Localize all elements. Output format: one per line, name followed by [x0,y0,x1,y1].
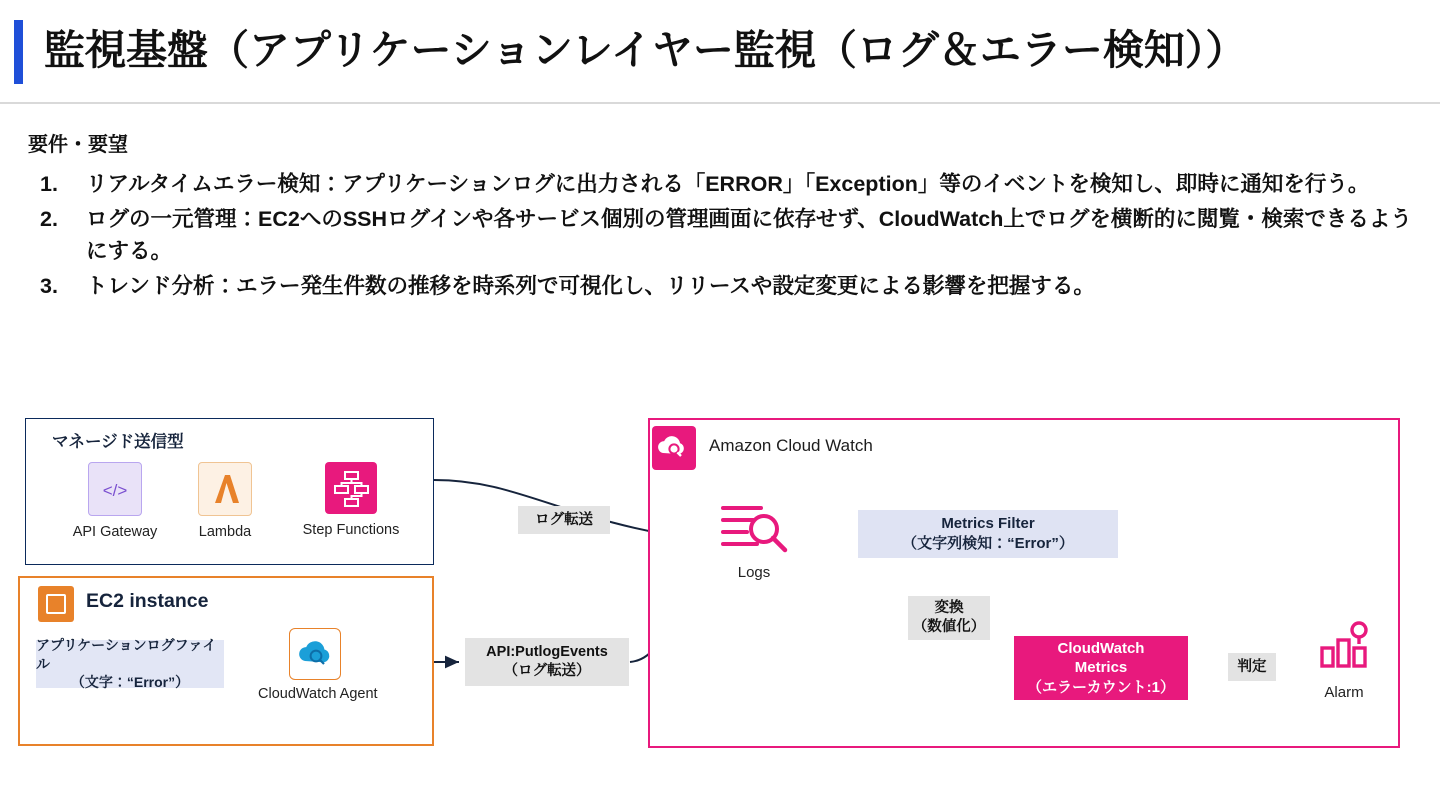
list-item [28,168,1418,201]
list-item-text: トレンド分析：エラー発生件数の推移を時系列で可視化し、リリースや設定変更による影響を把握する。 [86,274,1095,299]
step-functions-icon [325,462,377,514]
page-title: 監視基盤（アプリケーションレイヤー監視（ログ＆エラー検知）） [44,27,1247,73]
cloudwatch-logs [700,498,808,581]
ec2-title: EC2 instance [86,590,209,612]
cloudwatch-metrics-line2: Metrics [1074,659,1128,677]
list-item [28,270,1418,303]
putlogevents-line1: API:PutlogEvents [486,644,608,661]
service-lambda [170,462,280,540]
list-item [28,203,1418,268]
ec2-icon [38,586,74,622]
svg-text:</>: </> [102,481,128,500]
managed-services-title: マネージド送信型 [52,433,184,451]
log-forward-tag: ログ転送 [518,506,610,534]
cloudwatch-alarm [1296,618,1392,701]
cloudwatch-metrics-box [1014,636,1188,700]
log-file-line1: アプリケーションログファイル [36,636,217,672]
convert-line1: 変換 [934,600,964,617]
cloudwatch-agent-label: CloudWatch Agent [258,686,378,702]
list-item-number: 3. [40,274,58,299]
convert-tag [908,596,990,640]
service-label: API Gateway [72,524,158,540]
lambda-icon [198,462,252,516]
cloudwatch-agent [258,628,378,702]
architecture-diagram [0,400,1440,800]
list-item-number: 2. [40,206,58,231]
judge-tag: 判定 [1228,653,1276,681]
title-accent-bar [14,20,23,84]
cloudwatch-agent-icon [289,628,341,680]
service-label: Lambda [198,524,252,540]
putlogevents-line2: （ログ転送） [503,663,591,679]
metrics-filter-line1: Metrics Filter [941,514,1035,532]
requirements-list [28,168,1418,305]
api-gateway-icon [88,462,142,516]
logs-icon [700,498,808,560]
convert-line2: （数値化） [912,619,986,635]
alarm-label: Alarm [1324,684,1364,701]
cloudwatch-metrics-line1: CloudWatch [1057,639,1145,657]
list-item-text: ログの一元管理：EC2へのSSHログインや各サービス個別の管理画面に依存せず、CloudWatch上でログを横断的に閲覧・検索できるようにする。 [86,206,1412,264]
alarm-icon [1296,618,1392,682]
service-api-gateway [60,462,170,540]
list-item-number: 1. [40,172,58,196]
slide-header [0,0,1440,104]
putlogevents-tag [465,638,629,686]
list-item-text: リアルタイムエラー検知：アプリケーションログに出力される「ERROR」「Exception」等のイベントを検知し、即時に通知を行う。 [86,172,1370,196]
service-step-functions [296,462,406,538]
cloudwatch-icon [652,426,696,470]
metrics-filter-line2: （文字列検知：“Error”） [902,535,1074,552]
log-file-line2: （文字：“Error”） [70,674,190,691]
cloudwatch-metrics-line3: （エラーカウント:1） [1026,678,1176,696]
cloudwatch-title: Amazon Cloud Watch [709,436,873,455]
metrics-filter-box [858,510,1118,558]
requirements-heading: 要件・要望 [28,134,128,156]
service-label: Step Functions [302,522,400,538]
logs-label: Logs [737,564,771,581]
application-log-file-box [36,636,224,691]
